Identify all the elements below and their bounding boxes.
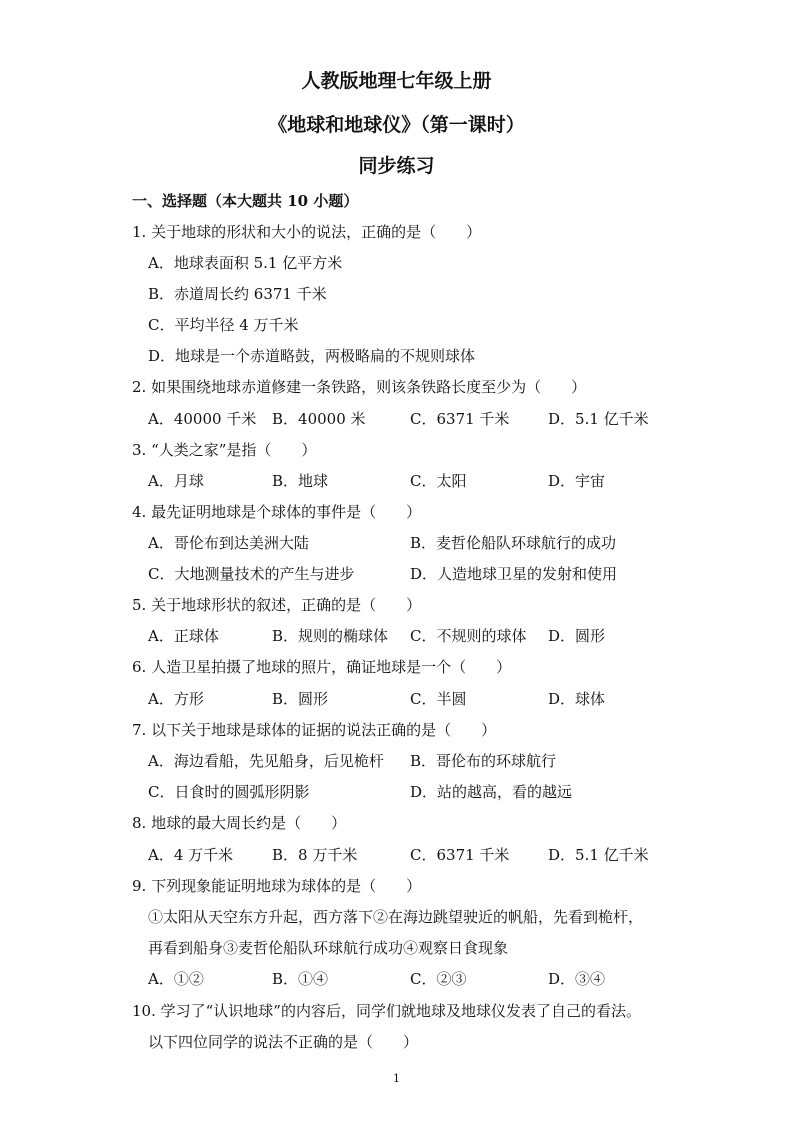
- question-8-option-a: A．4 万千米: [148, 846, 234, 864]
- question-2-option-c: C．6371 千米: [410, 410, 510, 428]
- question-7-option-b: B．哥伦布的环球航行: [410, 752, 557, 770]
- question-2-option-a: A．40000 千米: [148, 410, 257, 428]
- question-3-option-c: C．太阳: [410, 472, 467, 490]
- question-7-option-a: A．海边看船，先见船身，后见桅杆: [148, 752, 384, 770]
- question-7-option-d: D．站的越高，看的越远: [410, 783, 573, 801]
- question-4-option-a: A．哥伦布到达美洲大陆: [148, 534, 309, 552]
- question-1-option-b: B．赤道周长约 6371 千米: [148, 285, 327, 303]
- section-heading: 一、选择题（本大题共 10 小题）: [132, 192, 359, 210]
- doc-subtitle: 《地球和地球仪》（第一课时）: [268, 114, 525, 136]
- question-9-option-d: D．③④: [548, 970, 606, 988]
- question-8-option-d: D．5.1 亿千米: [548, 846, 649, 864]
- question-6-option-b: B．圆形: [272, 690, 329, 708]
- question-9-stem-line-3: 再看到船身③麦哲伦船队环球航行成功④观察日食现象: [148, 939, 509, 957]
- question-9-option-c: C．②③: [410, 970, 467, 988]
- doc-subtitle-2: 同步练习: [358, 155, 435, 177]
- question-4-stem: 4. 最先证明地球是个球体的事件是（ ）: [132, 503, 422, 521]
- question-9-stem-line-2: ①太阳从天空东方升起，西方落下②在海边跳望驶近的帆船，先看到桅杆，: [148, 908, 644, 926]
- question-8-stem: 8. 地球的最大周长约是（ ）: [132, 814, 347, 832]
- page-number: 1: [393, 1072, 400, 1085]
- question-4-option-d: D．人造地球卫星的发射和使用: [410, 565, 618, 583]
- question-7-stem: 7. 以下关于地球是球体的证据的说法正确的是（ ）: [132, 721, 497, 739]
- question-1-option-d: D．地球是一个赤道略鼓，两极略扁的不规则球体: [148, 347, 476, 365]
- question-6-option-c: C．半圆: [410, 690, 467, 708]
- question-5-option-a: A．正球体: [148, 627, 219, 645]
- question-8-option-b: B．8 万千米: [272, 846, 358, 864]
- question-9-option-b: B．①④: [272, 970, 329, 988]
- question-1-stem: 1. 关于地球的形状和大小的说法，正确的是（ ）: [132, 223, 482, 241]
- question-4-option-c: C．大地测量技术的产生与进步: [148, 565, 355, 583]
- question-5-stem: 5. 关于地球形状的叙述，正确的是（ ）: [132, 596, 422, 614]
- question-3-option-d: D．宇宙: [548, 472, 606, 490]
- question-10-stem-line-2: 以下四位同学的说法不正确的是（ ）: [148, 1033, 419, 1051]
- question-2-option-b: B．40000 米: [272, 410, 366, 428]
- question-8-option-c: C．6371 千米: [410, 846, 510, 864]
- question-7-option-c: C．日食时的圆弧形阴影: [148, 783, 310, 801]
- question-2-option-d: D．5.1 亿千米: [548, 410, 649, 428]
- question-5-option-b: B．规则的椭球体: [272, 627, 389, 645]
- question-9-stem: 9. 下列现象能证明地球为球体的是（ ）: [132, 877, 422, 895]
- question-3-option-a: A．月球: [148, 472, 204, 490]
- question-5-option-d: D．圆形: [548, 627, 606, 645]
- question-3-stem: 3. “人类之家”是指（ ）: [132, 441, 317, 459]
- question-4-option-b: B．麦哲伦船队环球航行的成功: [410, 534, 617, 552]
- question-6-stem: 6. 人造卫星拍摄了地球的照片，确证地球是一个（ ）: [132, 658, 512, 676]
- question-9-option-a: A．①②: [148, 970, 204, 988]
- question-5-option-c: C．不规则的球体: [410, 627, 527, 645]
- doc-title: 人教版地理七年级上册: [301, 70, 492, 92]
- question-3-option-b: B．地球: [272, 472, 329, 490]
- question-6-option-a: A．方形: [148, 690, 204, 708]
- question-10-stem: 10. 学习了“认识地球”的内容后，同学们就地球及地球仪发表了自己的看法。: [132, 1002, 641, 1020]
- question-2-stem: 2. 如果围绕地球赤道修建一条铁路，则该条铁路长度至少为（ ）: [132, 378, 587, 396]
- question-6-option-d: D．球体: [548, 690, 606, 708]
- question-1-option-c: C．平均半径 4 万千米: [148, 316, 299, 334]
- question-1-option-a: A．地球表面积 5.1 亿平方米: [148, 254, 343, 272]
